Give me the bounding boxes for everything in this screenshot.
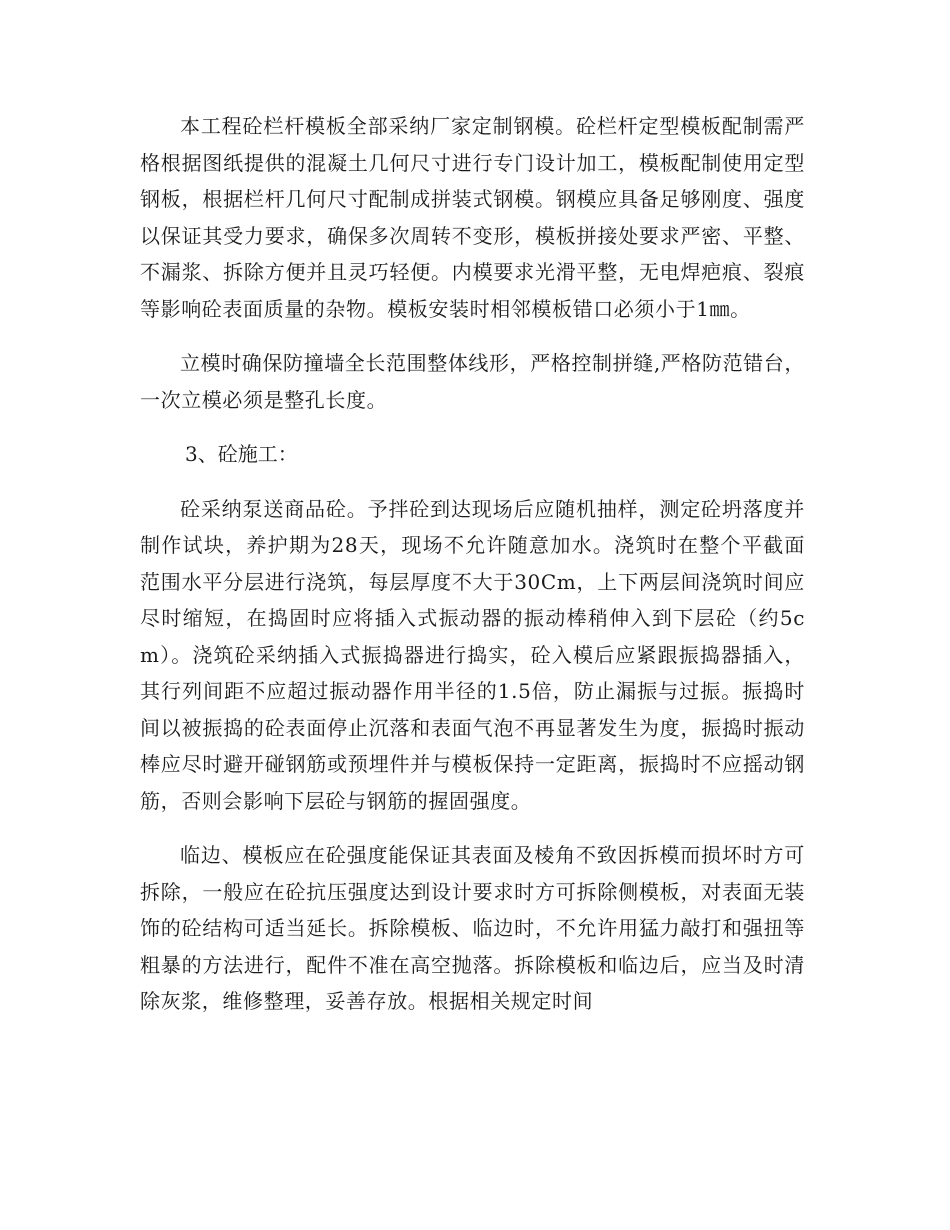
paragraph-formwork: 本工程砼栏杆模板全部采纳厂家定制钢模。砼栏杆定型模板配制需严格根据图纸提供的混凝土几何尺寸进行专门设计加工，模板配制使用定型钢板，根据栏杆几何尺寸配制成拼装式钢模。钢模应具备足够刚度、强度以保证其受力要求，确保多次周转不变形，模板拼接处要求严密、平整、不漏浆、拆除方便并且灵巧轻便。内模要求光滑平整，无电焊疤痕、裂痕等影响砼表面质量的杂物。模板安装时相邻模板错口必须小于1㎜。 (140, 114, 805, 321)
paragraph-gap (140, 473, 805, 491)
section-heading: 3、砼施工： (185, 442, 298, 466)
paragraph-gap (140, 327, 805, 345)
paragraph-erection: 立模时确保防撞墙全长范围整体线形，严格控制拼缝,严格防范错台，一次立模必须是整孔长度。 (140, 351, 805, 412)
paragraph-gap (140, 418, 805, 436)
paragraph-gap (140, 819, 805, 837)
document-page (140, 108, 805, 1020)
paragraph-concrete: 砼采纳泵送商品砼。予拌砼到达现场后应随机抽样，测定砼坍落度并制作试块，养护期为28天，现场不允许随意加水。浇筑时在整个平截面范围水平分层进行浇筑，每层厚度不大于30Cm，上下两层间浇筑时间应尽时缩短，在捣固时应将插入式振动器的振动棒稍伸入到下层砼（约5cm）。浇筑砼采纳插入式振捣器进行捣实，砼入模后应紧跟振捣器插入，其行列间距不应超过振动器作用半径的1.5倍，防止漏振与过振。振捣时间以被振捣的砼表面停止沉落和表面气泡不再显著发生为度，振捣时振动棒应尽时避开碰钢筋或预埋件并与模板保持一定距离，振捣时不应摇动钢筋，否则会影响下层砼与钢筋的握固强度。 (140, 496, 805, 813)
paragraph-removal: 临边、模板应在砼强度能保证其表面及棱角不致因拆模而损坏时方可拆除，一般应在砼抗压强度达到设计要求时方可拆除侧模板，对表面无装饰的砼结构可适当延长。拆除模板、临边时，不允许用猛力敲打和强扭等粗暴的方法进行，配件不准在高空抛落。拆除模板和临边后，应当及时清除灰浆，维修整理，妥善存放。根据相关规定时间 (140, 843, 805, 1013)
